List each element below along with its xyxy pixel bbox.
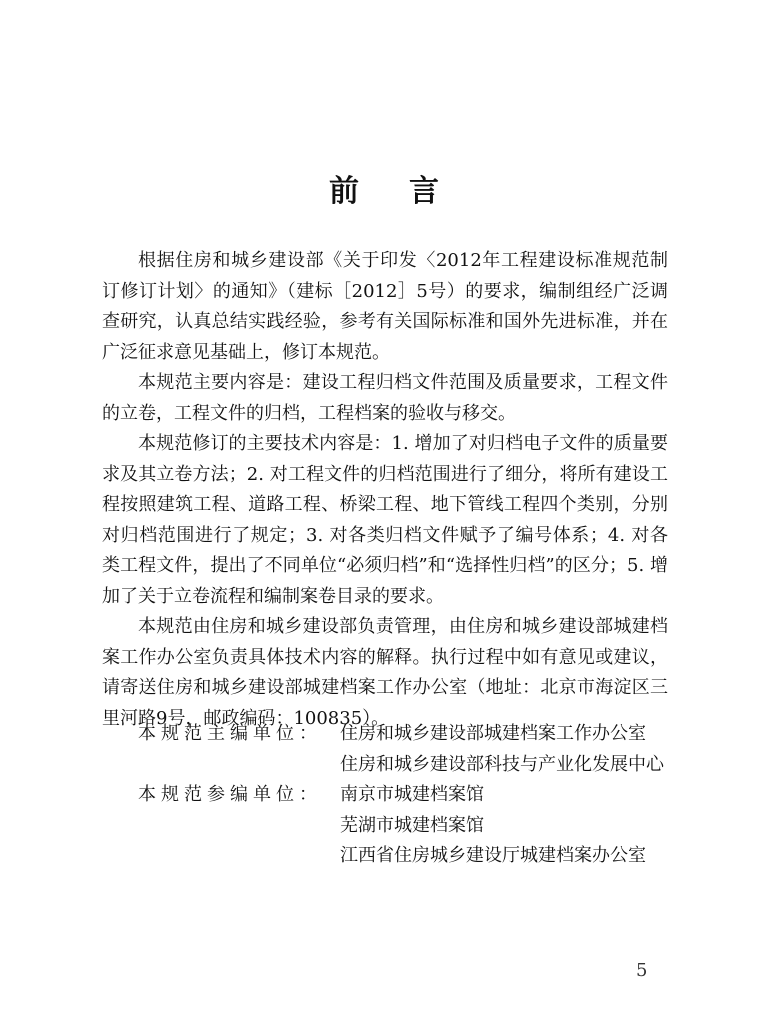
preface-body [102, 246, 668, 734]
participating-units-list [340, 780, 668, 872]
chief-units-row [102, 719, 668, 780]
participating-unit-item: 芜湖市城建档案馆 [340, 814, 484, 836]
page-number: 5 [636, 960, 648, 981]
participating-units-row [102, 780, 668, 872]
editorial-units [102, 719, 668, 872]
chief-units-list [340, 719, 668, 780]
participating-units-label: 本规范参编单位： [138, 784, 322, 805]
chief-unit-item: 住房和城乡建设部城建档案工作办公室 [340, 723, 646, 744]
chief-unit-item: 住房和城乡建设部科技与产业化发展中心 [340, 753, 664, 775]
chief-units-label: 本规范主编单位： [138, 723, 322, 744]
paragraph-management: 本规范由住房和城乡建设部负责管理，由住房和城乡建设部城建档案工作办公室负责具体技术内容的解释。执行过程中如有意见或建议，请寄送住房和城乡建设部城建档案工作办公室（地址：北京市海淀区三里河路9号，邮政编码：100835）。 [102, 616, 668, 729]
participating-unit-item: 南京市城建档案馆 [340, 784, 484, 805]
paragraph-revision-content: 本规范修订的主要技术内容是：1. 增加了对归档电子文件的质量要求及其立卷方法；2. 对工程文件的归档范围进行了细分，将所有建设工程按照建筑工程、道路工程、桥梁工程、地下管线工程四个类别，分别对归档范围进行了规定；3. 对各类归档文件赋予了编号体系；4. 对各类工程文件，提出了不同单位“必须归档”和“选择性归档”的区分；5. 增加了关于立卷流程和编制案卷目录的要求。 [102, 433, 668, 607]
paragraph-main-content: 本规范主要内容是：建设工程归档文件范围及质量要求，工程文件的立卷，工程文件的归档，工程档案的验收与移交。 [102, 372, 668, 424]
participating-unit-item: 江西省住房城乡建设厅城建档案办公室 [340, 845, 646, 866]
page-title: 前言 [329, 174, 489, 209]
paragraph-basis: 根据住房和城乡建设部《关于印发〈2012年工程建设标准规范制订修订计划〉的通知》（建标［2012］5号）的要求，编制组经广泛调查研究，认真总结实践经验，参考有关国际标准和国外先进标准，并在广泛征求意见基础上，修订本规范。 [102, 250, 668, 363]
